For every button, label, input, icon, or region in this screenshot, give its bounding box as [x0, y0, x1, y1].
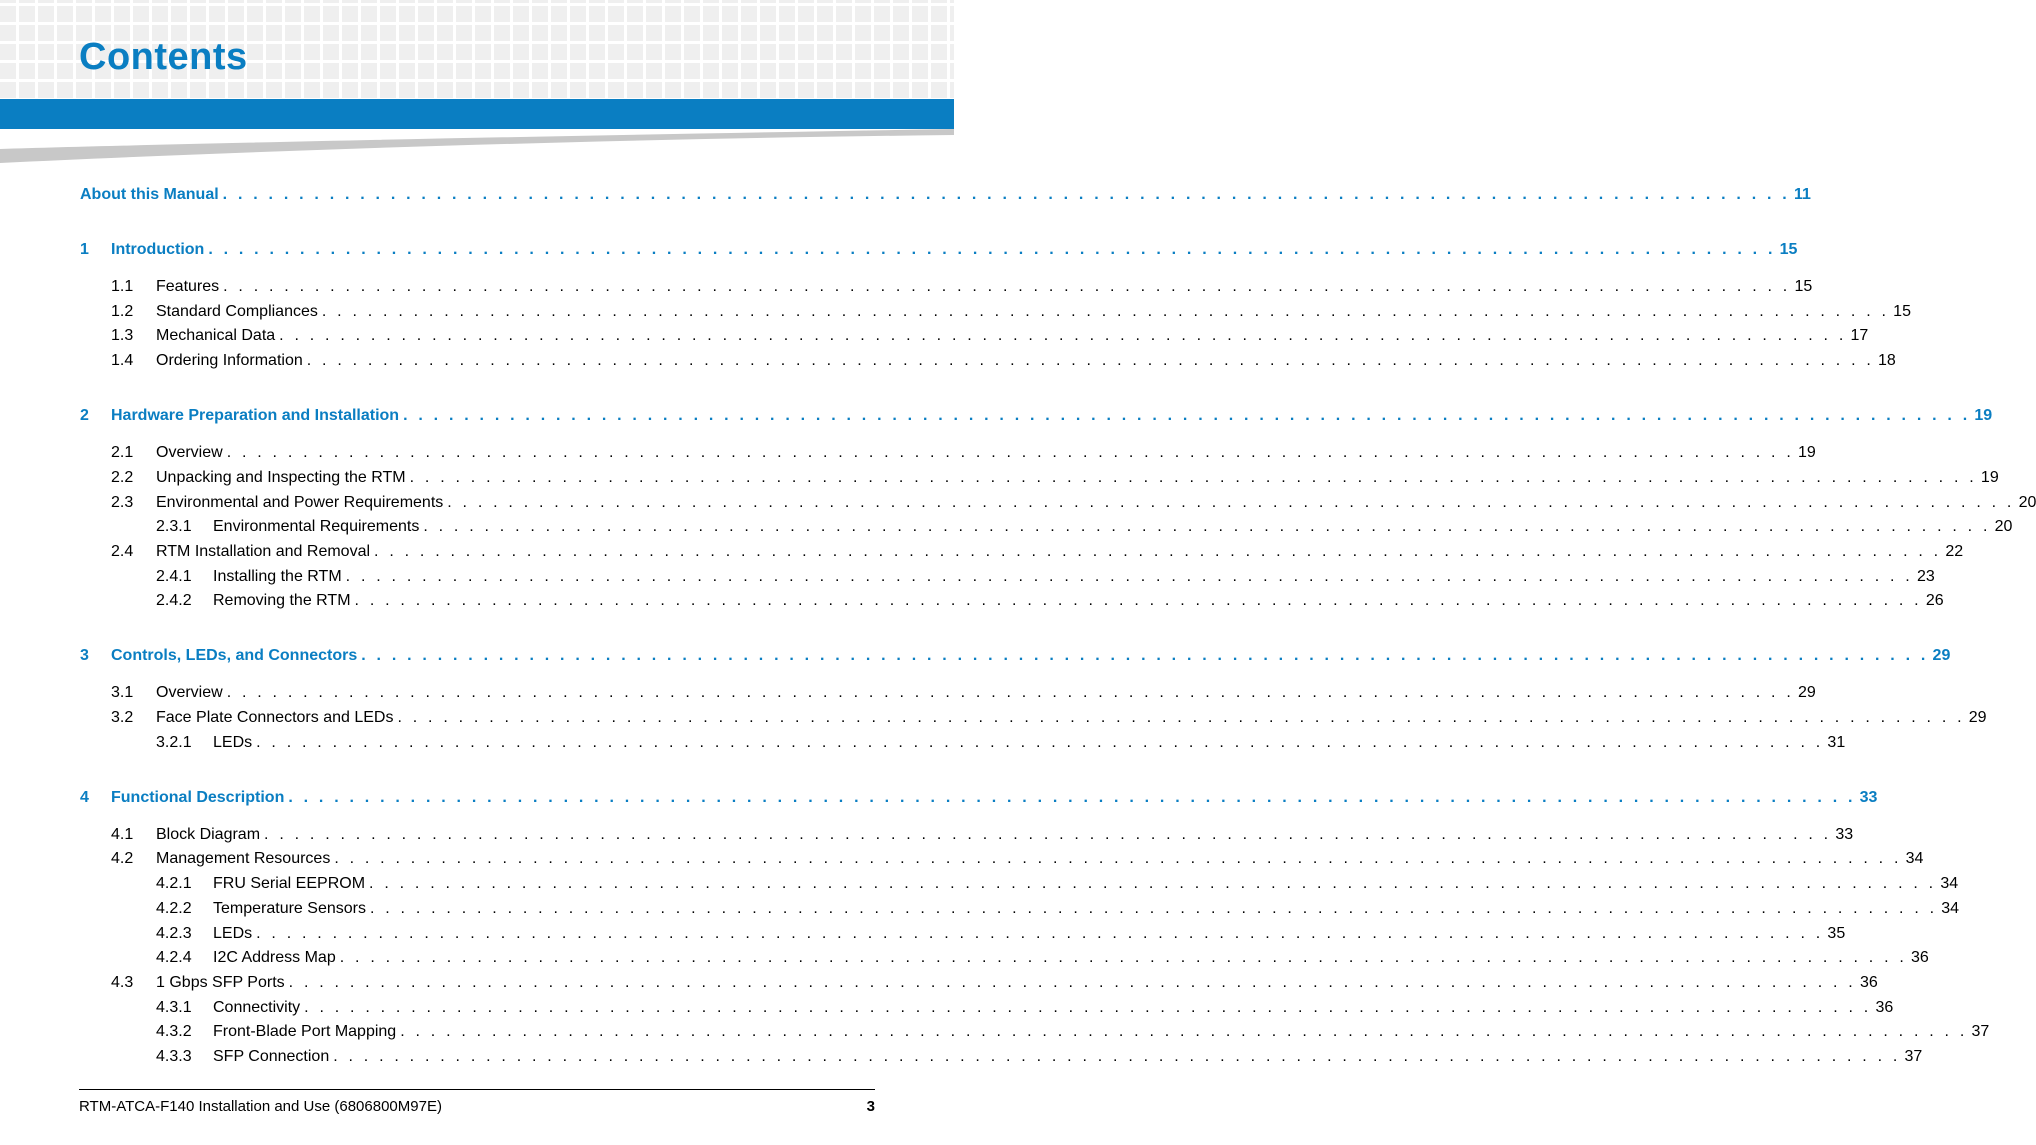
- toc-entry-title: Connectivity: [213, 998, 301, 1016]
- toc-entry-number: 3.1: [111, 684, 134, 702]
- toc-dot-leader: . . . . . . . . . . . . . . . . . . . . . . . . . . . . . . . . . . . . . . . . . . . . . . . . . . . . . . . . . . . . . . . . . . . . . . . . . . . . . . . . . . . . . . . . . . . . . . . . . . . . . . .: [369, 899, 1938, 917]
- toc-chapter-entry[interactable]: [80, 239, 1798, 261]
- toc-entry-number: 1.1: [111, 278, 134, 295]
- toc-entry-page: 11: [1793, 186, 1811, 203]
- toc-dot-leader: . . . . . . . . . . . . . . . . . . . . . . . . . . . . . . . . . . . . . . . . . . . . . . . . . . . . . . . . . . . . . . . . . . . . . . . . . . . . . . . . . . . . . . . . . . . . . . . . . . . . . . .: [304, 998, 1872, 1016]
- toc-entry-title: LEDs: [213, 924, 253, 942]
- toc-dot-leader: . . . . . . . . . . . . . . . . . . . . . . . . . . . . . . . . . . . . . . . . . . . . . . . . . . . . . . . . . . . . . . . . . . . . . . . . . . . . . . . . . . . . . . . . . . . . . . . . . . . . . . .: [400, 1023, 1968, 1041]
- toc-entry-number: 4.3: [111, 973, 134, 991]
- toc-section-entry[interactable]: [80, 350, 1896, 372]
- toc-entry-page: 37: [1904, 1048, 1923, 1065]
- toc-dot-leader: . . . . . . . . . . . . . . . . . . . . . . . . . . . . . . . . . . . . . . . . . . . . . . . . . . . . . . . . . . . . . . . . . . . . . . . . . . . . . . . . . . . . . . . . . . . . . . . . . . . . . . .: [361, 647, 1929, 665]
- toc-entry-page: 31: [1827, 733, 1846, 751]
- toc-entry-page: 33: [1835, 825, 1854, 843]
- toc-entry-page: 22: [1945, 542, 1964, 560]
- toc-dot-leader: . . . . . . . . . . . . . . . . . . . . . . . . . . . . . . . . . . . . . . . . . . . . . . . . . . . . . . . . . . . . . . . . . . . . . . . . . . . . . . . . . . . . . . . . . . . . . . . . . . . . . . .: [397, 709, 1965, 726]
- toc-section-entry[interactable]: [80, 947, 1929, 969]
- toc-entry-title: Environmental Requirements: [213, 518, 420, 536]
- toc-entry-number: 2.4: [111, 542, 134, 560]
- toc-dot-leader: . . . . . . . . . . . . . . . . . . . . . . . . . . . . . . . . . . . . . . . . . . . . . . . . . . . . . . . . . . . . . . . . . . . . . . . . . . . . . . . . . . . . . . . . . . . . . . . . . . . . . . .: [306, 352, 1875, 370]
- toc-entry-number: 4.2.1: [156, 875, 192, 893]
- toc-section-entry[interactable]: [80, 898, 1960, 920]
- toc-dot-leader: . . . . . . . . . . . . . . . . . . . . . . . . . . . . . . . . . . . . . . . . . . . . . . . . . . . . . . . . . . . . . . . . . . . . . . . . . . . . . . . . . . . . . . . . . . . . . . . . . . . . . . .: [264, 825, 1832, 843]
- toc-entry-title: Functional Description: [111, 788, 285, 806]
- footer-doc-title: RTM-ATCA-F140 Installation and Use (6806800M97E): [79, 1098, 442, 1115]
- toc-chapter-entry[interactable]: [80, 405, 1993, 427]
- toc-dot-leader: . . . . . . . . . . . . . . . . . . . . . . . . . . . . . . . . . . . . . . . . . . . . . . . . . . . . . . . . . . . . . . . . . . . . . . . . . . . . . . . . . . . . . . . . . . . . . . . . . . . . . . .: [223, 278, 1791, 295]
- toc-section-entry[interactable]: [80, 732, 1846, 754]
- toc-entry-number: 1: [80, 241, 89, 258]
- toc-entry-number: 2.4.2: [156, 592, 192, 610]
- toc-dot-leader: . . . . . . . . . . . . . . . . . . . . . . . . . . . . . . . . . . . . . . . . . . . . . . . . . . . . . . . . . . . . . . . . . . . . . . . . . . . . . . . . . . . . . . . . . . . . . . . . . . . . . . .: [333, 1048, 1901, 1065]
- toc-section-entry[interactable]: [80, 923, 1846, 945]
- toc-entry-number: 1.4: [111, 352, 134, 370]
- footer-rule: [79, 1089, 875, 1090]
- toc-dot-leader: . . . . . . . . . . . . . . . . . . . . . . . . . . . . . . . . . . . . . . . . . . . . . . . . . . . . . . . . . . . . . . . . . . . . . . . . . . . . . . . . . . . . . . . . . . . . . . . . . . . . . . .: [256, 924, 1824, 942]
- toc-entry-title: Unpacking and Inspecting the RTM: [156, 468, 406, 486]
- toc-entry-title: Temperature Sensors: [213, 899, 366, 917]
- toc-entry-number: 2.3.1: [156, 518, 192, 536]
- toc-entry-page: 36: [1875, 998, 1894, 1016]
- toc-entry-number: 4.2.2: [156, 899, 192, 917]
- toc-entry-page: 26: [1925, 592, 1944, 610]
- toc-dot-leader: . . . . . . . . . . . . . . . . . . . . . . . . . . . . . . . . . . . . . . . . . . . . . . . . . . . . . . . . . . . . . . . . . . . . . . . . . . . . . . . . . . . . . . . . . . . . . . . . . . . . . . .: [279, 327, 1847, 345]
- toc-entry-page: 34: [1941, 899, 1960, 917]
- toc-entry-page: 20: [2018, 493, 2036, 511]
- toc-dot-leader: . . . . . . . . . . . . . . . . . . . . . . . . . . . . . . . . . . . . . . . . . . . . . . . . . . . . . . . . . . . . . . . . . . . . . . . . . . . . . . . . . . . . . . . . . . . . . . . . . . . . . . .: [288, 973, 1856, 991]
- footer-page-number: 3: [866, 1098, 875, 1115]
- toc-section-entry[interactable]: [80, 541, 1964, 563]
- toc-entry-page: 29: [1932, 647, 1951, 665]
- toc-dot-leader: . . . . . . . . . . . . . . . . . . . . . . . . . . . . . . . . . . . . . . . . . . . . . . . . . . . . . . . . . . . . . . . . . . . . . . . . . . . . . . . . . . . . . . . . . . . . . . . . . . . . . . .: [423, 518, 1991, 536]
- toc-entry-page: 35: [1827, 924, 1846, 942]
- toc-entry-number: 3.2.1: [156, 733, 192, 751]
- toc-section-entry[interactable]: [80, 276, 1813, 298]
- toc-entry-number: 2.1: [111, 444, 134, 462]
- toc-entry-number: 1.3: [111, 327, 134, 345]
- toc-chapter-entry[interactable]: [80, 787, 1878, 809]
- toc-entry-title: RTM Installation and Removal: [156, 542, 371, 560]
- toc-section-entry[interactable]: [80, 997, 1894, 1019]
- toc-entry-title: Standard Compliances: [156, 302, 318, 320]
- toc-entry-number: 3.2: [111, 709, 134, 726]
- toc-entry-page: 34: [1905, 850, 1924, 868]
- toc-section-entry[interactable]: [80, 682, 1816, 704]
- toc-section-entry[interactable]: [80, 467, 1999, 489]
- toc-dot-leader: . . . . . . . . . . . . . . . . . . . . . . . . . . . . . . . . . . . . . . . . . . . . . . . . . . . . . . . . . . . . . . . . . . . . . . . . . . . . . . . . . . . . . . . . . . . . . . . . . . . . . . .: [288, 788, 1856, 806]
- toc-entry-title: Mechanical Data: [156, 327, 276, 345]
- toc-dot-leader: . . . . . . . . . . . . . . . . . . . . . . . . . . . . . . . . . . . . . . . . . . . . . . . . . . . . . . . . . . . . . . . . . . . . . . . . . . . . . . . . . . . . . . . . . . . . . . . . . . . . . . .: [447, 493, 2015, 511]
- toc-entry-page: 15: [1779, 241, 1798, 258]
- toc-section-entry[interactable]: [80, 566, 1935, 588]
- toc-chapter-entry[interactable]: [80, 645, 1951, 667]
- toc-entry-number: 2: [80, 407, 89, 425]
- toc-dot-leader: . . . . . . . . . . . . . . . . . . . . . . . . . . . . . . . . . . . . . . . . . . . . . . . . . . . . . . . . . . . . . . . . . . . . . . . . . . . . . . . . . . . . . . . . . . . . . . . . . . . . . . .: [354, 592, 1922, 610]
- header-grey-swoosh: [0, 129, 954, 163]
- toc-section-entry[interactable]: [80, 492, 2036, 514]
- page-title: Contents: [79, 36, 248, 78]
- toc-entry-title: SFP Connection: [213, 1048, 330, 1065]
- toc-section-entry[interactable]: [80, 325, 1869, 347]
- toc-dot-leader: . . . . . . . . . . . . . . . . . . . . . . . . . . . . . . . . . . . . . . . . . . . . . . . . . . . . . . . . . . . . . . . . . . . . . . . . . . . . . . . . . . . . . . . . . . . . . . . . . . . . . . .: [226, 444, 1794, 462]
- toc-dot-leader: . . . . . . . . . . . . . . . . . . . . . . . . . . . . . . . . . . . . . . . . . . . . . . . . . . . . . . . . . . . . . . . . . . . . . . . . . . . . . . . . . . . . . . . . . . . . . . . . . . . . . . .: [256, 733, 1824, 751]
- toc-section-entry[interactable]: [80, 590, 1944, 612]
- toc-entry-page: 19: [1974, 407, 1993, 425]
- toc-section-entry[interactable]: [80, 442, 1816, 464]
- toc-entry-number: 4.1: [111, 825, 134, 843]
- toc-section-entry[interactable]: [80, 1021, 1990, 1043]
- toc-section-entry[interactable]: [80, 873, 1959, 895]
- toc-entry-page: 20: [1994, 518, 2013, 536]
- toc-entry-title: Controls, LEDs, and Connectors: [111, 647, 358, 665]
- toc-section-entry[interactable]: [80, 824, 1854, 846]
- toc-entry-page: 36: [1859, 973, 1878, 991]
- toc-section-entry[interactable]: [80, 301, 1911, 323]
- toc-dot-leader: . . . . . . . . . . . . . . . . . . . . . . . . . . . . . . . . . . . . . . . . . . . . . . . . . . . . . . . . . . . . . . . . . . . . . . . . . . . . . . . . . . . . . . . . . . . . . . . . . . . . . . .: [369, 875, 1937, 893]
- toc-entry-number: 3: [80, 647, 89, 665]
- toc-chapter-entry[interactable]: [80, 184, 1811, 206]
- toc-section-entry[interactable]: [80, 707, 1987, 729]
- toc-entry-title: Block Diagram: [156, 825, 261, 843]
- toc-entry-number: 4.2: [111, 850, 134, 868]
- toc-entry-page: 36: [1911, 949, 1929, 967]
- toc-entry-title: FRU Serial EEPROM: [213, 875, 366, 893]
- toc-entry-title: Removing the RTM: [213, 592, 351, 610]
- toc-entry-title: Ordering Information: [156, 352, 303, 370]
- toc-entry-page: 15: [1893, 302, 1911, 320]
- toc-entry-title: Introduction: [111, 241, 205, 258]
- toc-section-entry[interactable]: [80, 516, 2013, 538]
- toc-entry-page: 29: [1968, 709, 1987, 726]
- toc-dot-leader: . . . . . . . . . . . . . . . . . . . . . . . . . . . . . . . . . . . . . . . . . . . . . . . . . . . . . . . . . . . . . . . . . . . . . . . . . . . . . . . . . . . . . . . . . . . . . . . . . . . . . . .: [403, 407, 1971, 425]
- toc-entry-number: 2.2: [111, 468, 134, 486]
- toc-dot-leader: . . . . . . . . . . . . . . . . . . . . . . . . . . . . . . . . . . . . . . . . . . . . . . . . . . . . . . . . . . . . . . . . . . . . . . . . . . . . . . . . . . . . . . . . . . . . . . . . . . . . . . .: [222, 186, 1790, 203]
- toc-entry-title: LEDs: [213, 733, 253, 751]
- toc-entry-title: About this Manual: [80, 186, 219, 203]
- toc-entry-page: 29: [1797, 684, 1816, 702]
- toc-entry-title: Overview: [156, 684, 223, 702]
- header-blue-band: [0, 99, 954, 129]
- toc-dot-leader: . . . . . . . . . . . . . . . . . . . . . . . . . . . . . . . . . . . . . . . . . . . . . . . . . . . . . . . . . . . . . . . . . . . . . . . . . . . . . . . . . . . . . . . . . . . . . . . . . . . . . . .: [409, 468, 1977, 486]
- toc-entry-page: 23: [1916, 567, 1935, 585]
- toc-dot-leader: . . . . . . . . . . . . . . . . . . . . . . . . . . . . . . . . . . . . . . . . . . . . . . . . . . . . . . . . . . . . . . . . . . . . . . . . . . . . . . . . . . . . . . . . . . . . . . . . . . . . . . .: [334, 850, 1902, 868]
- toc-entry-page: 37: [1971, 1023, 1990, 1041]
- toc-section-entry[interactable]: [80, 1046, 1923, 1068]
- toc-entry-number: 4.3.2: [156, 1023, 192, 1041]
- toc-entry-number: 1.2: [111, 302, 134, 320]
- toc-entry-title: 1 Gbps SFP Ports: [156, 973, 285, 991]
- toc-entry-number: 4.3.1: [156, 998, 192, 1016]
- toc-entry-title: Environmental and Power Requirements: [156, 493, 444, 511]
- toc-entry-number: 4: [80, 788, 89, 806]
- toc-dot-leader: . . . . . . . . . . . . . . . . . . . . . . . . . . . . . . . . . . . . . . . . . . . . . . . . . . . . . . . . . . . . . . . . . . . . . . . . . . . . . . . . . . . . . . . . . . . . . . . . . . . . . . .: [345, 567, 1913, 585]
- toc-entry-title: Hardware Preparation and Installation: [111, 407, 400, 425]
- toc-entry-number: 2.3: [111, 493, 134, 511]
- toc-section-entry[interactable]: [80, 972, 1878, 994]
- toc-section-entry[interactable]: [80, 848, 1924, 870]
- toc-entry-number: 2.4.1: [156, 567, 192, 585]
- toc-dot-leader: . . . . . . . . . . . . . . . . . . . . . . . . . . . . . . . . . . . . . . . . . . . . . . . . . . . . . . . . . . . . . . . . . . . . . . . . . . . . . . . . . . . . . . . . . . . . . . . . . . . . . . .: [208, 241, 1776, 258]
- toc-dot-leader: . . . . . . . . . . . . . . . . . . . . . . . . . . . . . . . . . . . . . . . . . . . . . . . . . . . . . . . . . . . . . . . . . . . . . . . . . . . . . . . . . . . . . . . . . . . . . . . . . . . . . . .: [321, 302, 1890, 320]
- toc-entry-title: Installing the RTM: [213, 567, 342, 585]
- toc-entry-title: Face Plate Connectors and LEDs: [156, 709, 394, 726]
- toc-entry-page: 17: [1850, 327, 1869, 345]
- toc-entry-page: 34: [1940, 875, 1959, 893]
- toc-dot-leader: . . . . . . . . . . . . . . . . . . . . . . . . . . . . . . . . . . . . . . . . . . . . . . . . . . . . . . . . . . . . . . . . . . . . . . . . . . . . . . . . . . . . . . . . . . . . . . . . . . . . . . .: [339, 949, 1908, 967]
- toc-dot-leader: . . . . . . . . . . . . . . . . . . . . . . . . . . . . . . . . . . . . . . . . . . . . . . . . . . . . . . . . . . . . . . . . . . . . . . . . . . . . . . . . . . . . . . . . . . . . . . . . . . . . . . .: [374, 542, 1942, 560]
- toc-entry-title: Management Resources: [156, 850, 331, 868]
- toc-entry-page: 18: [1878, 352, 1896, 370]
- toc-entry-number: 4.3.3: [156, 1048, 192, 1065]
- toc-entry-page: 33: [1859, 788, 1878, 806]
- toc-entry-page: 15: [1794, 278, 1813, 295]
- toc-entry-page: 19: [1980, 468, 1999, 486]
- toc-entry-title: Features: [156, 278, 220, 295]
- toc-entry-number: 4.2.4: [156, 949, 192, 967]
- toc-entry-page: 19: [1797, 444, 1816, 462]
- toc-entry-number: 4.2.3: [156, 924, 192, 942]
- toc-entry-title: I2C Address Map: [213, 949, 336, 967]
- toc-entry-title: Overview: [156, 444, 223, 462]
- toc-entry-title: Front-Blade Port Mapping: [213, 1023, 397, 1041]
- toc-dot-leader: . . . . . . . . . . . . . . . . . . . . . . . . . . . . . . . . . . . . . . . . . . . . . . . . . . . . . . . . . . . . . . . . . . . . . . . . . . . . . . . . . . . . . . . . . . . . . . . . . . . . . . .: [226, 684, 1794, 702]
